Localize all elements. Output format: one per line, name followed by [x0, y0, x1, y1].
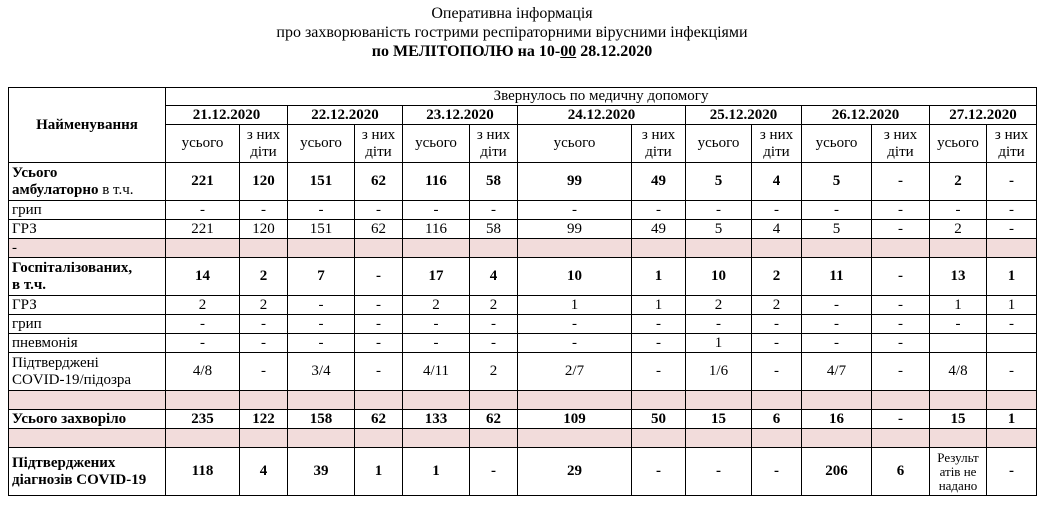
date-header: 24.12.2020 [518, 106, 686, 125]
data-cell: - [752, 201, 802, 220]
children-subheader-line2: діти [480, 143, 507, 160]
empty-cell [470, 239, 518, 258]
data-cell: 2 [240, 296, 288, 315]
row-name-line [12, 182, 163, 199]
data-cell: 5 [802, 163, 872, 201]
data-cell: - [166, 334, 240, 353]
data-cell: 120 [240, 163, 288, 201]
data-cell: 4 [752, 220, 802, 239]
data-cell: 151 [288, 220, 355, 239]
data-cell: 49 [632, 220, 686, 239]
data-cell: - [632, 315, 686, 334]
empty-cell [240, 391, 288, 410]
data-cell: 99 [518, 163, 632, 201]
data-cell [987, 334, 1037, 353]
table-row-pink2 [9, 391, 1037, 410]
data-cell: 221 [166, 220, 240, 239]
total-subheader: усього [930, 125, 987, 163]
data-cell: 7 [288, 258, 355, 296]
children-subheader [872, 125, 930, 163]
empty-cell [470, 391, 518, 410]
data-cell: - [752, 315, 802, 334]
data-cell: 49 [632, 163, 686, 201]
data-cell: - [403, 315, 470, 334]
row-name-flu1: грип [9, 201, 166, 220]
data-cell: 2 [240, 258, 288, 296]
data-cell: - [355, 353, 403, 391]
data-cell: 1 [987, 410, 1037, 429]
data-cell: - [987, 353, 1037, 391]
visits-group-header: Звернулось по медичну допомогу [166, 88, 1037, 106]
empty-cell [872, 391, 930, 410]
data-cell: - [987, 448, 1037, 496]
total-subheader: усього [802, 125, 872, 163]
empty-cell [632, 391, 686, 410]
data-cell: 116 [403, 163, 470, 201]
data-cell: - [987, 163, 1037, 201]
data-cell: - [166, 315, 240, 334]
data-cell: - [355, 258, 403, 296]
empty-cell [802, 429, 872, 448]
data-cell: 1 [355, 448, 403, 496]
data-cell: 2 [166, 296, 240, 315]
empty-cell [403, 239, 470, 258]
row-name-line: COVID-19/підозра [12, 371, 132, 388]
row-name-hosp [9, 258, 166, 296]
children-subheader [355, 125, 403, 163]
children-subheader [987, 125, 1037, 163]
data-cell: 11 [802, 258, 872, 296]
table-row-ari2 [9, 296, 1037, 315]
empty-cell [930, 239, 987, 258]
data-cell: - [240, 334, 288, 353]
data-cell: 50 [632, 410, 686, 429]
empty-cell [518, 429, 632, 448]
data-cell: - [518, 334, 632, 353]
data-cell: - [518, 201, 632, 220]
data-cell: - [632, 448, 686, 496]
empty-cell [872, 239, 930, 258]
empty-cell [403, 391, 470, 410]
data-cell: - [987, 220, 1037, 239]
data-cell: - [288, 334, 355, 353]
data-cell: 13 [930, 258, 987, 296]
data-cell: 1 [403, 448, 470, 496]
data-cell: - [470, 448, 518, 496]
data-cell: 1 [518, 296, 632, 315]
data-cell: - [752, 334, 802, 353]
row-name-flu2: грип [9, 315, 166, 334]
data-cell: 1 [632, 296, 686, 315]
data-cell: 2 [470, 296, 518, 315]
empty-cell [686, 239, 752, 258]
date-header: 21.12.2020 [166, 106, 288, 125]
data-cell: - [470, 315, 518, 334]
table-row-covid [9, 353, 1037, 391]
row-name-ari1: ГРЗ [9, 220, 166, 239]
date-header: 23.12.2020 [403, 106, 518, 125]
data-cell: - [240, 315, 288, 334]
data-cell: - [987, 315, 1037, 334]
row-name-covid [9, 353, 166, 391]
data-cell: - [470, 201, 518, 220]
data-cell: 2 [752, 258, 802, 296]
name-column-header: Найменування [9, 88, 166, 163]
data-cell: - [632, 201, 686, 220]
total-subheader: усього [166, 125, 240, 163]
children-subheader-line1: з них [246, 126, 281, 143]
data-cell: - [166, 201, 240, 220]
children-subheader-line2: діти [887, 143, 914, 160]
data-cell: 133 [403, 410, 470, 429]
empty-cell [240, 429, 288, 448]
children-subheader [240, 125, 288, 163]
data-cell: 15 [686, 410, 752, 429]
table-row-ari1 [9, 220, 1037, 239]
empty-cell [872, 429, 930, 448]
total-subheader: усього [403, 125, 470, 163]
data-cell: 2 [403, 296, 470, 315]
data-cell: 62 [355, 220, 403, 239]
row-name-confirmed [9, 448, 166, 496]
data-cell: 62 [355, 163, 403, 201]
row-name-line: в т.ч. [12, 276, 47, 293]
data-cell: 4 [240, 448, 288, 496]
data-cell: 1 [987, 296, 1037, 315]
data-cell: 58 [470, 163, 518, 201]
empty-cell [240, 239, 288, 258]
table-row-confirmed [9, 448, 1037, 496]
data-cell: 1 [632, 258, 686, 296]
table-row-amb [9, 163, 1037, 201]
data-cell: 1 [930, 296, 987, 315]
data-cell: - [288, 201, 355, 220]
row-name-pink1: - [9, 239, 166, 258]
row-name-ari2: ГРЗ [9, 296, 166, 315]
table-row-pink3 [9, 429, 1037, 448]
data-cell: 17 [403, 258, 470, 296]
children-subheader-line1: з них [759, 126, 794, 143]
data-cell: 1 [686, 334, 752, 353]
data-cell: - [518, 315, 632, 334]
empty-cell [752, 239, 802, 258]
data-cell: 151 [288, 163, 355, 201]
table-row-pink1 [9, 239, 1037, 258]
children-subheader-line1: з них [476, 126, 511, 143]
row-name-part: амбулаторно [12, 181, 99, 198]
row-name-part: в т.ч. [98, 181, 134, 198]
total-subheader: усього [288, 125, 355, 163]
row-name-line: Усього [12, 164, 58, 181]
data-cell: - [930, 201, 987, 220]
data-cell: 4 [752, 163, 802, 201]
data-cell: - [872, 220, 930, 239]
data-cell: 3/4 [288, 353, 355, 391]
note-line: атів не [939, 463, 977, 479]
data-cell: 5 [802, 220, 872, 239]
data-cell: 5 [686, 163, 752, 201]
total-subheader: усього [518, 125, 632, 163]
empty-cell [686, 391, 752, 410]
data-cell: - [752, 448, 802, 496]
data-cell: - [355, 296, 403, 315]
data-cell: 2 [930, 163, 987, 201]
data-cell: 1 [987, 258, 1037, 296]
empty-cell [518, 391, 632, 410]
empty-cell [355, 239, 403, 258]
data-cell: - [288, 315, 355, 334]
report-title: Оперативна інформація [431, 5, 593, 22]
empty-cell [166, 391, 240, 410]
row-name-amb [9, 163, 166, 201]
data-cell: 116 [403, 220, 470, 239]
data-cell: - [872, 163, 930, 201]
data-cell: 14 [166, 258, 240, 296]
children-subheader-line2: діти [250, 143, 277, 160]
row-name-line: Госпіталізованих, [12, 259, 133, 276]
row-name-line: Підтверджені [12, 354, 99, 371]
row-name-total: Усього захворіло [9, 410, 166, 429]
children-subheader [470, 125, 518, 163]
data-cell: 10 [686, 258, 752, 296]
data-cell: 4 [470, 258, 518, 296]
data-cell: 4/8 [930, 353, 987, 391]
children-subheader [632, 125, 686, 163]
date-header: 25.12.2020 [686, 106, 802, 125]
data-cell: 109 [518, 410, 632, 429]
data-cell: 118 [166, 448, 240, 496]
data-cell: - [802, 296, 872, 315]
data-cell: - [752, 353, 802, 391]
data-cell: 2 [470, 353, 518, 391]
empty-cell [355, 429, 403, 448]
report-title-block [0, 0, 1024, 62]
row-name-line: Підтверджених [12, 454, 116, 471]
data-cell: 99 [518, 220, 632, 239]
empty-cell [355, 391, 403, 410]
empty-cell [288, 391, 355, 410]
data-cell: - [872, 410, 930, 429]
data-cell: - [987, 201, 1037, 220]
empty-cell [752, 391, 802, 410]
empty-cell [930, 391, 987, 410]
empty-cell [166, 239, 240, 258]
data-cell: 39 [288, 448, 355, 496]
data-cell: 206 [802, 448, 872, 496]
data-cell: 158 [288, 410, 355, 429]
empty-cell [802, 239, 872, 258]
table-row-total [9, 410, 1037, 429]
data-cell: - [355, 201, 403, 220]
data-cell [930, 334, 987, 353]
data-cell: 2 [752, 296, 802, 315]
empty-cell [288, 429, 355, 448]
data-cell: - [802, 201, 872, 220]
children-subheader-line1: з них [994, 126, 1029, 143]
empty-cell [987, 391, 1037, 410]
data-cell: - [355, 334, 403, 353]
row-name-pneu: пневмонія [9, 334, 166, 353]
empty-cell [930, 429, 987, 448]
children-subheader-line1: з них [641, 126, 676, 143]
empty-cell [686, 429, 752, 448]
data-cell: - [288, 296, 355, 315]
empty-cell [752, 429, 802, 448]
data-cell: 62 [355, 410, 403, 429]
data-cell: - [686, 448, 752, 496]
data-cell: - [872, 353, 930, 391]
data-cell: 4/11 [403, 353, 470, 391]
header-group-row [9, 88, 1037, 106]
table-row-flu2 [9, 315, 1037, 334]
empty-cell [987, 429, 1037, 448]
date-header: 26.12.2020 [802, 106, 930, 125]
data-cell: - [872, 296, 930, 315]
data-cell: - [872, 258, 930, 296]
children-subheader-line1: з них [361, 126, 396, 143]
data-cell: - [872, 334, 930, 353]
data-cell: 58 [470, 220, 518, 239]
data-cell: - [403, 201, 470, 220]
table-row-hosp [9, 258, 1037, 296]
data-cell: 5 [686, 220, 752, 239]
empty-cell [987, 239, 1037, 258]
empty-cell [802, 391, 872, 410]
children-subheader-line2: діти [645, 143, 672, 160]
data-cell: - [470, 334, 518, 353]
report-city-date: по МЕЛІТОПОЛЮ на 10-00 28.12.2020 [371, 43, 653, 60]
data-cell: 2 [686, 296, 752, 315]
data-cell: 4/8 [166, 353, 240, 391]
data-cell: 2 [930, 220, 987, 239]
data-cell: 62 [470, 410, 518, 429]
data-cell: - [802, 315, 872, 334]
empty-cell [403, 429, 470, 448]
data-cell: - [930, 315, 987, 334]
children-subheader-line2: діти [763, 143, 790, 160]
children-subheader [752, 125, 802, 163]
children-subheader-line1: з них [883, 126, 918, 143]
results-not-provided-note [930, 448, 987, 496]
data-cell: 122 [240, 410, 288, 429]
data-cell: - [632, 353, 686, 391]
data-cell: - [240, 353, 288, 391]
date-header: 27.12.2020 [930, 106, 1037, 125]
data-cell: 16 [802, 410, 872, 429]
data-cell: - [686, 201, 752, 220]
empty-cell [166, 429, 240, 448]
empty-cell [470, 429, 518, 448]
data-cell: 6 [872, 448, 930, 496]
data-cell: 4/7 [802, 353, 872, 391]
table-row-pneu [9, 334, 1037, 353]
empty-cell [632, 429, 686, 448]
row-name-pink2 [9, 391, 166, 410]
data-cell: - [802, 334, 872, 353]
date-header: 22.12.2020 [288, 106, 403, 125]
data-cell: 120 [240, 220, 288, 239]
empty-cell [632, 239, 686, 258]
children-subheader-line2: діти [365, 143, 392, 160]
empty-cell [518, 239, 632, 258]
table-row-flu1 [9, 201, 1037, 220]
data-cell: - [240, 201, 288, 220]
data-cell: 15 [930, 410, 987, 429]
data-cell: - [632, 334, 686, 353]
data-cell: - [686, 315, 752, 334]
empty-cell [288, 239, 355, 258]
data-cell: 29 [518, 448, 632, 496]
row-name-pink3 [9, 429, 166, 448]
data-cell: 1/6 [686, 353, 752, 391]
data-cell: - [355, 315, 403, 334]
data-cell: - [872, 201, 930, 220]
children-subheader-line2: діти [998, 143, 1025, 160]
total-subheader: усього [686, 125, 752, 163]
row-name-line: діагнозів COVID-19 [12, 471, 147, 488]
data-cell: 6 [752, 410, 802, 429]
data-cell: 235 [166, 410, 240, 429]
data-cell: 221 [166, 163, 240, 201]
data-cell: 2/7 [518, 353, 632, 391]
data-cell: - [872, 315, 930, 334]
note-line: надано [938, 477, 978, 493]
note-line: Результ [937, 449, 979, 465]
data-cell: - [403, 334, 470, 353]
report-subtitle: про захворюваність гострими респіраторними вірусними інфекціями [276, 24, 748, 41]
morbidity-table [8, 87, 1037, 496]
data-cell: 10 [518, 258, 632, 296]
